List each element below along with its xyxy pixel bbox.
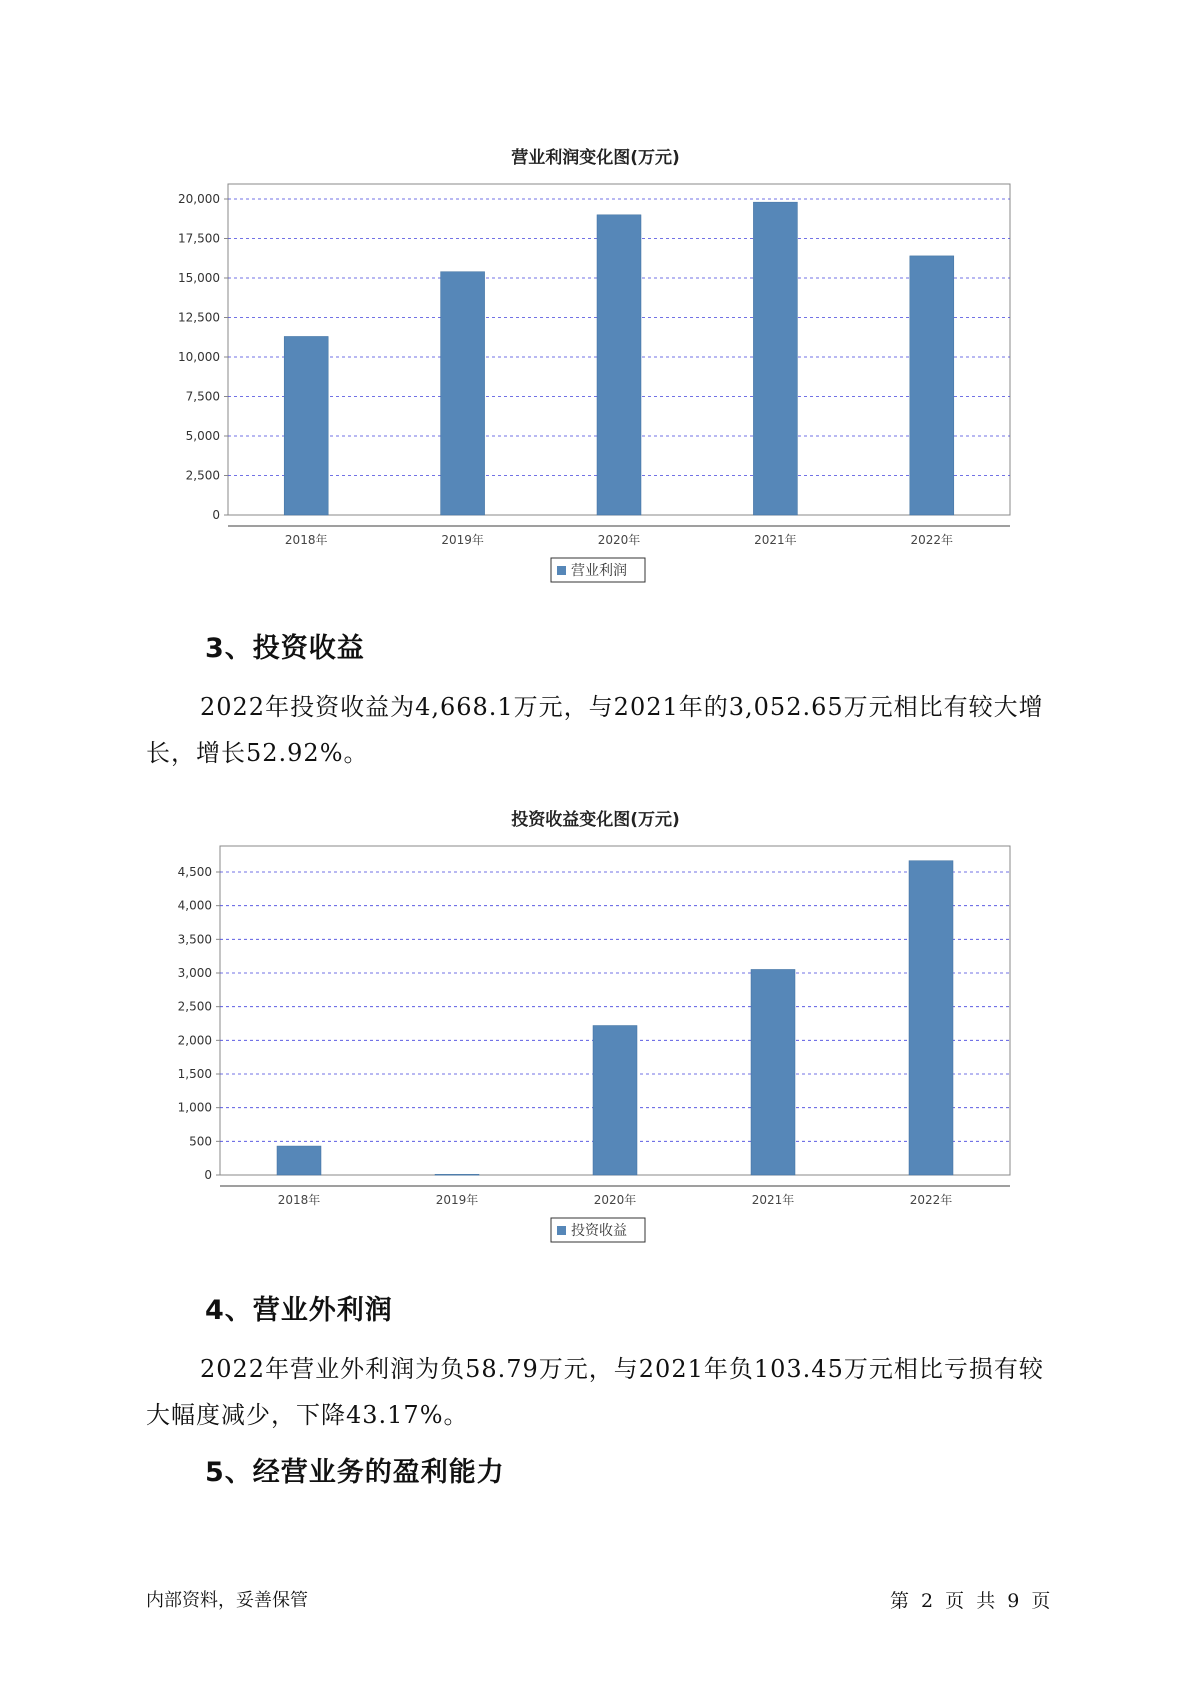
y-tick-label: 1,000	[177, 1100, 212, 1115]
y-tick-label: 2,500	[185, 468, 220, 483]
bar-2019年	[441, 272, 485, 515]
section-heading-operating-profitability: 5、经营业务的盈利能力	[205, 1457, 505, 1488]
chart-title-investment-income: 投资收益变化图(万元)	[511, 810, 680, 830]
y-tick-label: 10,000	[178, 350, 220, 364]
chart-legend	[551, 1218, 645, 1242]
footer-page-number: 第 2 页 共 9 页	[890, 1590, 1051, 1612]
bar-2020年	[597, 215, 641, 515]
y-tick-label: 2,000	[177, 1033, 212, 1048]
x-tick-label: 2020年	[593, 1193, 637, 1207]
y-tick-label: 0	[212, 508, 220, 522]
footer-confidential-note: 内部资料，妥善保管	[146, 1590, 308, 1611]
y-tick-label: 15,000	[178, 271, 220, 285]
bar-2022年	[909, 861, 953, 1175]
chart-legend	[551, 558, 645, 582]
x-tick-label: 2021年	[751, 1193, 795, 1207]
y-tick-label: 3,000	[177, 966, 212, 980]
y-tick-label: 5,000	[185, 429, 220, 443]
x-tick-label: 2022年	[909, 1193, 953, 1207]
bar-2021年	[753, 202, 797, 515]
y-tick-label: 0	[204, 1168, 212, 1182]
x-tick-label: 2020年	[597, 533, 641, 547]
legend-swatch	[557, 566, 566, 575]
bar-2020年	[593, 1026, 637, 1175]
bar-2018年	[277, 1146, 321, 1175]
y-tick-label: 3,500	[177, 932, 212, 947]
legend-label: 投资收益	[571, 1223, 627, 1239]
y-tick-label: 2,500	[177, 999, 212, 1014]
y-tick-label: 500	[189, 1134, 212, 1149]
x-tick-label: 2019年	[441, 533, 484, 547]
bar-2018年	[284, 336, 328, 515]
paragraph-investment-income: 2022年投资收益为4,668.1万元，与2021年的3,052.65万元相比有较大增长，增长52.92%。	[146, 693, 1044, 767]
y-tick-label: 20,000	[178, 192, 220, 206]
y-tick-label: 1,500	[177, 1067, 212, 1081]
section-heading-investment-income: 3、投资收益	[205, 633, 365, 664]
y-tick-label: 7,500	[185, 389, 220, 404]
investment-income-bar-chart	[0, 838, 1191, 1268]
chart-title-operating-profit: 营业利润变化图(万元)	[511, 148, 680, 168]
x-tick-label: 2019年	[435, 1193, 479, 1207]
bar-2021年	[751, 969, 795, 1175]
x-tick-label: 2021年	[754, 533, 797, 547]
x-tick-label: 2022年	[910, 533, 954, 547]
legend-swatch	[557, 1226, 566, 1235]
y-tick-label: 17,500	[178, 231, 220, 246]
operating-profit-bar-chart	[0, 170, 1191, 610]
section-heading-non-operating-profit: 4、营业外利润	[205, 1295, 393, 1326]
x-tick-label: 2018年	[277, 1193, 321, 1207]
legend-label: 营业利润	[571, 563, 627, 579]
paragraph-non-operating-profit: 2022年营业外利润为负58.79万元，与2021年负103.45万元相比亏损有较大幅度减少，下降43.17%。	[146, 1355, 1044, 1429]
y-tick-label: 12,500	[178, 310, 220, 325]
x-tick-label: 2018年	[284, 533, 328, 547]
bar-2019年	[435, 1174, 479, 1175]
bar-2022年	[910, 256, 954, 515]
y-tick-label: 4,000	[177, 898, 212, 913]
y-tick-label: 4,500	[177, 865, 212, 879]
